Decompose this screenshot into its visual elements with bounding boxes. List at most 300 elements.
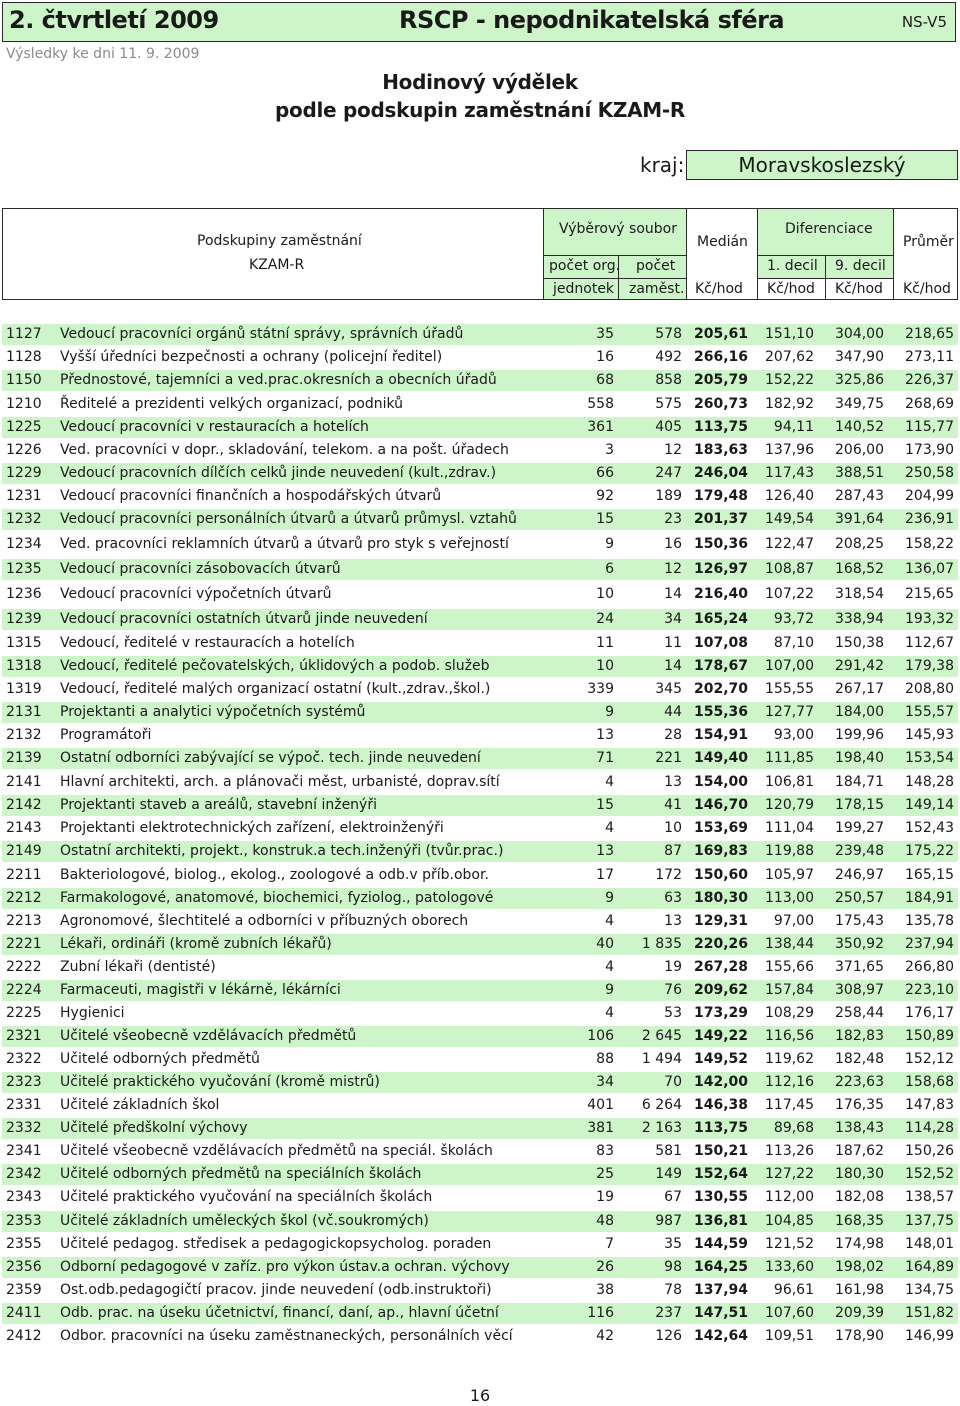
cell-emp: 2 645 [641,1028,682,1044]
cell-mean: 112,67 [905,635,954,651]
table-row [2,1095,958,1116]
cell-d1: 117,43 [765,465,814,481]
cell-org: 26 [596,1259,614,1275]
table-row [2,370,958,391]
cell-name: Ostatní architekti, projekt., konstruk.a tech.inženýři (tvůr.prac.) [60,843,504,859]
cell-d9: 184,00 [835,704,884,720]
cell-name: Vedoucí pracovníci finančních a hospodářských útvarů [60,488,442,504]
cell-org: 40 [596,936,614,952]
cell-d1: 127,22 [765,1166,814,1182]
cell-mean: 204,99 [905,488,954,504]
decile9-header: 9. decil [835,258,886,274]
table-row [2,534,958,555]
cell-median: 178,67 [693,658,748,674]
cell-d1: 109,51 [765,1328,814,1344]
cell-org: 15 [596,797,614,813]
cell-emp: 126 [655,1328,682,1344]
cell-d9: 182,48 [835,1051,884,1067]
table-row [2,725,958,746]
cell-median: 146,70 [693,797,748,813]
cell-org: 10 [596,586,614,602]
cell-d9: 199,96 [835,727,884,743]
cell-org: 339 [587,681,614,697]
cell-median: 150,21 [693,1143,748,1159]
cell-code: 2131 [6,704,42,720]
cell-median: 107,08 [693,635,748,651]
cell-median: 149,40 [693,750,748,766]
cell-median: 150,60 [693,867,748,883]
cell-emp: 14 [664,658,682,674]
cell-emp: 98 [664,1259,682,1275]
cell-median: 154,00 [693,774,748,790]
cell-org: 48 [596,1213,614,1229]
cell-d1: 207,62 [765,349,814,365]
table-row [2,1118,958,1139]
cell-code: 2149 [6,843,42,859]
cell-code: 2321 [6,1028,42,1044]
cell-name: Vyšší úředníci bezpečnosti a ochrany (policejní ředitel) [60,349,443,365]
cell-code: 2141 [6,774,42,790]
cell-median: 205,79 [693,372,748,388]
cell-code: 2222 [6,959,42,975]
cell-emp: 44 [664,704,682,720]
cell-code: 2322 [6,1051,42,1067]
cell-mean: 151,82 [905,1305,954,1321]
cell-median: 149,22 [693,1028,748,1044]
table-code: NS-V5 [901,13,947,31]
cell-org: 68 [596,372,614,388]
cell-mean: 250,58 [905,465,954,481]
cell-code: 1229 [6,465,42,481]
cell-name: Projektanti staveb a areálů, stavební inženýři [60,797,377,813]
cell-d1: 113,26 [765,1143,814,1159]
cell-mean: 145,93 [905,727,954,743]
cell-d1: 122,47 [765,536,814,552]
cell-mean: 208,80 [905,681,954,697]
cell-d1: 155,66 [765,959,814,975]
cell-median: 165,24 [693,611,748,627]
cell-org: 381 [587,1120,614,1136]
cell-d9: 239,48 [835,843,884,859]
cell-code: 1225 [6,419,42,435]
table-row [2,795,958,816]
cell-median: 201,37 [693,511,748,527]
cell-d1: 112,16 [765,1074,814,1090]
cell-emp: 1 494 [641,1051,682,1067]
decile1-unit: Kč/hod [767,281,815,297]
cell-mean: 266,80 [905,959,954,975]
cell-name: Učitelé všeobecně vzdělávacích předmětů na speciál. školách [60,1143,493,1159]
cell-d1: 152,22 [765,372,814,388]
cell-code: 2221 [6,936,42,952]
cell-d1: 182,92 [765,396,814,412]
table-row [2,486,958,507]
cell-d9: 209,39 [835,1305,884,1321]
cell-org: 13 [596,727,614,743]
cell-org: 17 [596,867,614,883]
cell-emp: 858 [655,372,682,388]
cell-org: 38 [596,1282,614,1298]
table-row [2,934,958,955]
cell-mean: 236,91 [905,511,954,527]
cell-code: 2343 [6,1189,42,1205]
cell-org: 16 [596,349,614,365]
cell-mean: 158,68 [905,1074,954,1090]
cell-code: 2224 [6,982,42,998]
cell-d1: 151,10 [765,326,814,342]
table-row [2,841,958,862]
cell-emp: 67 [664,1189,682,1205]
table-row [2,1211,958,1232]
cell-d9: 338,94 [835,611,884,627]
divider [758,278,893,279]
table-row [2,1003,958,1024]
cell-median: 205,61 [693,326,748,342]
cell-median: 142,00 [693,1074,748,1090]
cell-name: Vedoucí, ředitelé malých organizací ostatní (kult.,zdrav.,škol.) [60,681,491,697]
cell-org: 15 [596,511,614,527]
cell-median: 202,70 [693,681,748,697]
table-row [2,559,958,580]
cell-org: 361 [587,419,614,435]
cell-code: 2332 [6,1120,42,1136]
cell-name: Vedoucí pracovníci v restauracích a hotelích [60,419,369,435]
cell-emp: 87 [664,843,682,859]
cell-emp: 78 [664,1282,682,1298]
cell-emp: 6 264 [641,1097,682,1113]
cell-median: 155,36 [693,704,748,720]
cell-median: 179,48 [693,488,748,504]
cell-code: 1319 [6,681,42,697]
cell-org: 35 [596,326,614,342]
cell-d9: 161,98 [835,1282,884,1298]
cell-name: Ostatní odborníci zabývající se výpoč. tech. jinde neuvedení [60,750,481,766]
cell-emp: 35 [664,1236,682,1252]
cell-code: 2211 [6,867,42,883]
cell-org: 4 [605,959,614,975]
cell-code: 1318 [6,658,42,674]
cell-name: Ost.odb.pedagogičtí pracov. jinde neuvedení (odb.instruktoři) [60,1282,492,1298]
cell-org: 4 [605,1005,614,1021]
cell-name: Bakteriologové, biolog., ekolog., zoologové a odb.v příb.obor. [60,867,489,883]
region-label: kraj: [640,153,685,177]
cell-mean: 115,77 [905,419,954,435]
cell-emp: 19 [664,959,682,975]
cell-d9: 206,00 [835,442,884,458]
table-row [2,324,958,345]
cell-d1: 117,45 [765,1097,814,1113]
cell-median: 164,25 [693,1259,748,1275]
table-row [2,1326,958,1347]
cell-name: Učitelé odborných předmětů na speciálních školách [60,1166,422,1182]
divider [893,209,894,299]
cell-name: Vedoucí pracovních dílčích celků jinde neuvedení (kult.,zdrav.) [60,465,497,481]
cell-org: 4 [605,913,614,929]
cell-org: 106 [587,1028,614,1044]
cell-d1: 93,72 [773,611,814,627]
page-number: 16 [469,1386,491,1405]
divider [544,278,686,279]
cell-name: Vedoucí pracovníci zásobovacích útvarů [60,561,341,577]
cell-mean: 268,69 [905,396,954,412]
cell-mean: 158,22 [905,536,954,552]
cell-d1: 108,87 [765,561,814,577]
cell-code: 2341 [6,1143,42,1159]
median-unit: Kč/hod [695,281,743,297]
cell-org: 4 [605,820,614,836]
cell-median: 136,81 [693,1213,748,1229]
cell-emp: 247 [655,465,682,481]
cell-emp: 14 [664,586,682,602]
cell-d1: 133,60 [765,1259,814,1275]
diff-header: Diferenciace [785,221,873,237]
cell-name: Učitelé odborných předmětů [60,1051,260,1067]
table-row [2,865,958,886]
table-row [2,656,958,677]
cell-emp: 189 [655,488,682,504]
cell-code: 1210 [6,396,42,412]
cell-d9: 140,52 [835,419,884,435]
cell-d1: 104,85 [765,1213,814,1229]
cell-name: Vedoucí, ředitelé v restauracích a hotelích [60,635,355,651]
cell-name: Ved. pracovníci v dopr., skladování, telekom. a na pošt. úřadech [60,442,509,458]
table-row [2,702,958,723]
cell-d9: 198,02 [835,1259,884,1275]
table-row [2,1072,958,1093]
cell-org: 558 [587,396,614,412]
cell-mean: 152,12 [905,1051,954,1067]
cell-d9: 184,71 [835,774,884,790]
cell-mean: 237,94 [905,936,954,952]
org-count-header: počet org. [549,258,621,274]
cell-d1: 127,77 [765,704,814,720]
cell-emp: 34 [664,611,682,627]
cell-median: 147,51 [693,1305,748,1321]
region-value: Moravskoslezský [686,150,958,180]
table-header [2,208,958,300]
cell-mean: 136,07 [905,561,954,577]
cell-mean: 150,89 [905,1028,954,1044]
cell-org: 34 [596,1074,614,1090]
cell-median: 266,16 [693,349,748,365]
cell-emp: 13 [664,913,682,929]
cell-emp: 345 [655,681,682,697]
table-row [2,584,958,605]
cell-d9: 180,30 [835,1166,884,1182]
cell-d1: 119,88 [765,843,814,859]
cell-d9: 168,52 [835,561,884,577]
table-row [2,1303,958,1324]
cell-name: Učitelé základních škol [60,1097,220,1113]
table-row [2,633,958,654]
cell-d9: 150,38 [835,635,884,651]
table-row [2,679,958,700]
cell-d9: 187,62 [835,1143,884,1159]
cell-d9: 349,75 [835,396,884,412]
cell-mean: 148,01 [905,1236,954,1252]
cell-median: 209,62 [693,982,748,998]
cell-name: Vedoucí pracovníci ostatních útvarů jinde neuvedení [60,611,428,627]
cell-d1: 97,00 [773,913,814,929]
cell-mean: 137,75 [905,1213,954,1229]
divider [758,255,893,256]
cell-mean: 175,22 [905,843,954,859]
employee-count-header: počet [636,258,676,274]
cell-org: 88 [596,1051,614,1067]
divider [544,255,686,256]
table-row [2,772,958,793]
divider [757,209,758,299]
cell-d1: 93,00 [773,727,814,743]
table-row [2,1049,958,1070]
cell-emp: 16 [664,536,682,552]
cell-mean: 226,37 [905,372,954,388]
cell-org: 116 [587,1305,614,1321]
cell-d1: 126,40 [765,488,814,504]
cell-median: 144,59 [693,1236,748,1252]
cell-name: Ved. pracovníci reklamních útvarů a útvarů pro styk s veřejností [60,536,509,552]
cell-mean: 165,15 [905,867,954,883]
cell-name: Vedoucí, ředitelé pečovatelských, úklidových a podob. služeb [60,658,490,674]
cell-name: Zubní lékaři (dentisté) [60,959,216,975]
cell-median: 267,28 [693,959,748,975]
cell-name: Lékaři, ordináři (kromě zubních lékařů) [60,936,332,952]
cell-mean: 218,65 [905,326,954,342]
cell-name: Učitelé základních uměleckých škol (vč.soukromých) [60,1213,429,1229]
table-row [2,957,958,978]
table-row [2,609,958,630]
cell-mean: 215,65 [905,586,954,602]
cell-median: 113,75 [693,419,748,435]
cell-d9: 198,40 [835,750,884,766]
cell-mean: 138,57 [905,1189,954,1205]
cell-emp: 63 [664,890,682,906]
cell-code: 2132 [6,727,42,743]
cell-org: 92 [596,488,614,504]
cell-name: Hlavní architekti, arch. a plánovači měst, urbanisté, doprav.sítí [60,774,500,790]
group-header: Podskupiny zaměstnání [197,233,362,249]
cell-org: 66 [596,465,614,481]
cell-name: Ředitelé a prezidenti velkých organizací, podniků [60,396,404,412]
cell-d9: 174,98 [835,1236,884,1252]
table-row [2,440,958,461]
cell-emp: 575 [655,396,682,412]
cell-name: Odbor. pracovníci na úseku zaměstnaneckých, personálních věcí [60,1328,513,1344]
cell-median: 246,04 [693,465,748,481]
cell-code: 1239 [6,611,42,627]
cell-code: 1236 [6,586,42,602]
decile9-unit: Kč/hod [835,281,883,297]
page-subtitle: podle podskupin zaměstnání KZAM-R [275,98,685,122]
cell-code: 2342 [6,1166,42,1182]
cell-emp: 221 [655,750,682,766]
cell-org: 83 [596,1143,614,1159]
cell-d9: 371,65 [835,959,884,975]
cell-code: 1128 [6,349,42,365]
table-row [2,394,958,415]
cell-d1: 137,96 [765,442,814,458]
cell-d9: 182,83 [835,1028,884,1044]
cell-org: 42 [596,1328,614,1344]
cell-name: Učitelé pedagog. středisek a pedagogickopsycholog. poraden [60,1236,492,1252]
cell-emp: 405 [655,419,682,435]
cell-org: 11 [596,635,614,651]
cell-mean: 152,52 [905,1166,954,1182]
cell-code: 2143 [6,820,42,836]
cell-median: 113,75 [693,1120,748,1136]
cell-d9: 178,15 [835,797,884,813]
table-row [2,1280,958,1301]
table-row [2,463,958,484]
cell-code: 2353 [6,1213,42,1229]
cell-mean: 146,99 [905,1328,954,1344]
cell-median: 126,97 [693,561,748,577]
cell-emp: 237 [655,1305,682,1321]
cell-emp: 1 835 [641,936,682,952]
cell-d9: 250,57 [835,890,884,906]
table-row [2,911,958,932]
cell-name: Programátoři [60,727,152,743]
table-row [2,1187,958,1208]
cell-code: 2212 [6,890,42,906]
cell-code: 1235 [6,561,42,577]
cell-org: 9 [605,982,614,998]
cell-d9: 325,86 [835,372,884,388]
cell-code: 2411 [6,1305,42,1321]
cell-median: 130,55 [693,1189,748,1205]
cell-org: 7 [605,1236,614,1252]
cell-name: Hygienici [60,1005,125,1021]
survey-title: RSCP - nepodnikatelská sféra [399,6,785,34]
cell-emp: 53 [664,1005,682,1021]
cell-median: 152,64 [693,1166,748,1182]
cell-median: 129,31 [693,913,748,929]
cell-d9: 176,35 [835,1097,884,1113]
cell-name: Vedoucí pracovníci orgánů státní správy, správních úřadů [60,326,464,342]
cell-mean: 193,32 [905,611,954,627]
cell-emp: 492 [655,349,682,365]
cell-d9: 308,97 [835,982,884,998]
cell-median: 149,52 [693,1051,748,1067]
cell-emp: 76 [664,982,682,998]
cell-d1: 106,81 [765,774,814,790]
table-row [2,417,958,438]
top-banner [2,2,956,42]
divider [825,255,826,299]
cell-mean: 114,28 [905,1120,954,1136]
cell-median: 142,64 [693,1328,748,1344]
cell-emp: 13 [664,774,682,790]
cell-d9: 267,17 [835,681,884,697]
cell-mean: 273,11 [905,349,954,365]
cell-d1: 155,55 [765,681,814,697]
cell-d9: 347,90 [835,349,884,365]
cell-d1: 111,85 [765,750,814,766]
cell-mean: 223,10 [905,982,954,998]
cell-org: 24 [596,611,614,627]
cell-d1: 107,22 [765,586,814,602]
cell-mean: 149,14 [905,797,954,813]
cell-mean: 155,57 [905,704,954,720]
cell-emp: 172 [655,867,682,883]
cell-median: 153,69 [693,820,748,836]
divider [686,209,687,299]
cell-emp: 149 [655,1166,682,1182]
cell-emp: 41 [664,797,682,813]
cell-emp: 987 [655,1213,682,1229]
cell-median: 150,36 [693,536,748,552]
cell-org: 71 [596,750,614,766]
